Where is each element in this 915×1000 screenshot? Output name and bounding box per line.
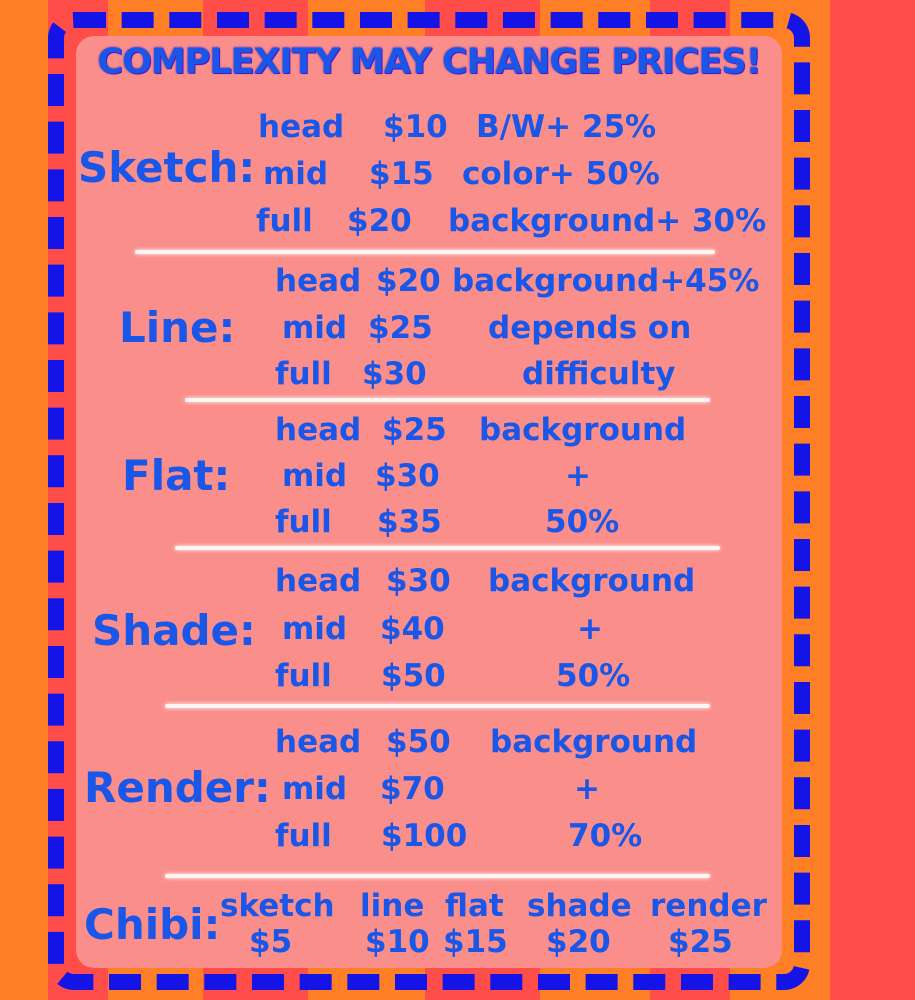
size-label: full [256,203,313,239]
extra-note: background [479,412,687,448]
size-label: mid [263,156,329,192]
page-title: COMPLEXITY MAY CHANGE PRICES! [97,42,761,82]
section-divider [175,546,720,550]
price-value: $50 [386,724,451,760]
extra-note: B/W+ 25% [476,109,657,145]
extra-note: + [577,611,603,647]
chibi-style-label: render [650,888,767,924]
price-value: $50 [381,658,446,694]
extra-note: background+ 30% [448,203,767,239]
price-value: $35 [377,504,442,540]
size-label: full [275,658,332,694]
section-divider [165,874,710,878]
chibi-price: $5 [249,924,293,960]
category-label-line: Line: [119,303,236,352]
size-label: mid [282,310,348,346]
chibi-style-label: sketch [220,888,335,924]
extra-note: color+ 50% [462,156,660,192]
price-value: $30 [386,563,451,599]
extra-note: 70% [568,818,643,854]
price-value: $30 [362,356,427,392]
extra-note: difficulty [522,356,676,392]
extra-note: + [574,771,600,807]
size-label: head [275,724,362,760]
price-value: $20 [376,263,441,299]
size-label: full [275,504,332,540]
section-divider [165,704,710,708]
extra-note: depends on [488,310,692,346]
extra-note: background+45% [452,263,760,299]
chibi-style-label: line [360,888,425,924]
size-label: head [275,412,362,448]
size-label: mid [282,458,348,494]
price-value: $30 [375,458,440,494]
category-label-render: Render: [84,763,271,812]
chibi-style-label: shade [527,888,632,924]
price-value: $25 [368,310,433,346]
extra-note: 50% [556,658,631,694]
price-value: $70 [380,771,445,807]
size-label: full [275,356,332,392]
category-label-shade: Shade: [92,606,256,655]
background-stripe [830,0,915,1000]
extra-note: background [490,724,698,760]
category-label-sketch: Sketch: [78,143,256,192]
category-label-chibi: Chibi: [84,900,221,949]
price-value: $10 [383,109,448,145]
section-divider [135,250,715,254]
category-label-flat: Flat: [122,451,231,500]
size-label: mid [282,771,348,807]
section-divider [185,398,710,402]
size-label: head [275,263,362,299]
chibi-price: $10 [365,924,430,960]
price-value: $20 [347,203,412,239]
background-stripe [0,0,48,1000]
price-value: $40 [380,611,445,647]
size-label: full [275,818,332,854]
extra-note: 50% [545,504,620,540]
extra-note: background [488,563,696,599]
chibi-price: $15 [443,924,508,960]
price-value: $100 [381,818,468,854]
chibi-price: $20 [546,924,611,960]
size-label: head [258,109,345,145]
chibi-style-label: flat [445,888,504,924]
size-label: mid [282,611,348,647]
price-value: $25 [382,412,447,448]
price-value: $15 [369,156,434,192]
size-label: head [275,563,362,599]
extra-note: + [565,458,591,494]
chibi-price: $25 [668,924,733,960]
